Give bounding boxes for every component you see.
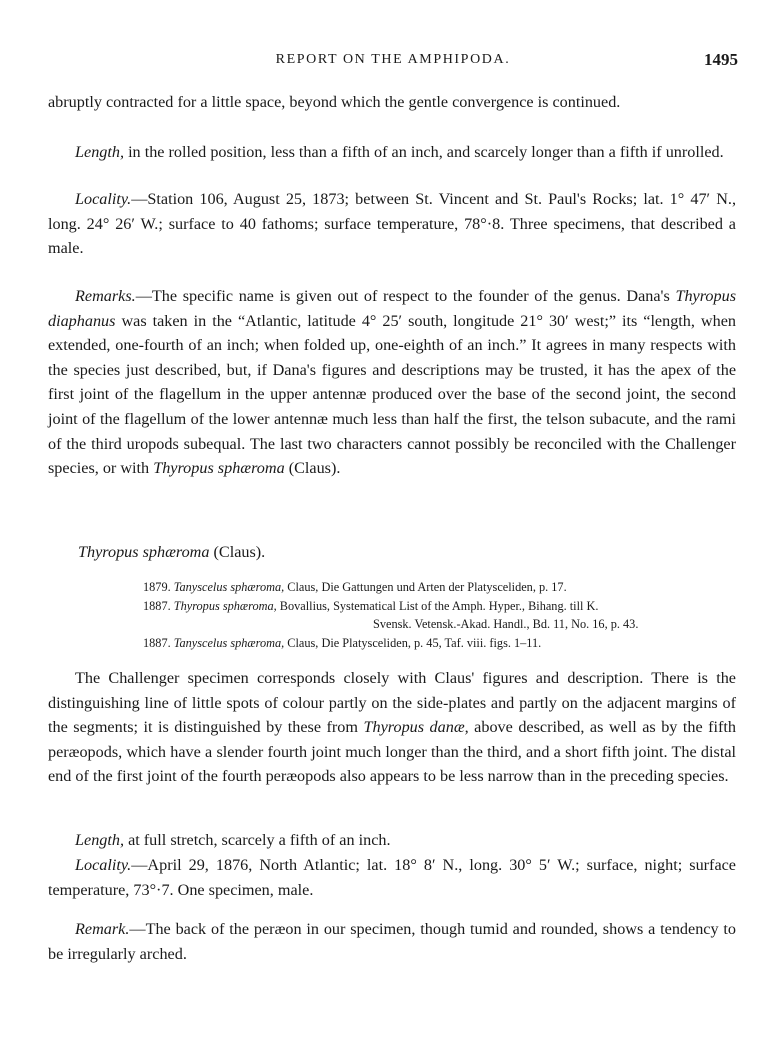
paragraph-locality: [48, 187, 736, 261]
reference-text: Claus, Die Gattungen und Arten der Platysceliden, p. 17.: [284, 580, 567, 594]
reference-taxon: Thyropus sphæroma,: [173, 598, 277, 613]
synonymy-entry: [48, 578, 736, 597]
synonymy-list: [48, 578, 736, 652]
species-heading: [78, 540, 265, 564]
species-heading-author: (Claus).: [209, 543, 266, 561]
paragraph-text: at full stretch, scarcely a fifth of an inch.: [124, 831, 391, 849]
paragraph-label: Remarks.: [75, 287, 136, 305]
paragraph-remark: [48, 917, 736, 966]
paragraph-locality-2: [48, 853, 736, 902]
paragraph-label: Locality.: [75, 856, 132, 874]
paragraph-length: [48, 140, 736, 165]
paragraph-label: Locality.: [75, 190, 132, 208]
paragraph-remarks: [48, 284, 736, 481]
running-title: REPORT ON THE AMPHIPODA.: [275, 52, 511, 67]
species-heading-name: Thyropus sphæroma: [78, 543, 210, 561]
paragraph-text: The Challenger specimen corresponds closely with Claus' figures and description. There is the distinguishing line of little spots of colour partly on the side-plates and partly on the adjacent margins of the segments; it is distinguished by these from: [48, 669, 736, 737]
running-header: [48, 50, 738, 72]
paragraph-text: above described, as well as by the fifth peræopods, which have a slender fourth joint much longer than the third, and a short fifth joint. The distal end of the first joint of the fourth peræopods also appears to be less narrow than in the preceding species.: [48, 718, 737, 786]
paragraph-label: Remark.: [75, 920, 130, 938]
reference-text: Bovallius, Systematical List of the Amph. Hyper., Bihang. till K.: [276, 598, 599, 613]
synonymy-entry: [48, 597, 736, 634]
reference-taxon: Tanyscelus sphæroma,: [173, 635, 285, 650]
paragraph-text: —The specific name is given out of respect to the founder of the genus. Dana's: [135, 287, 676, 305]
paragraph-text: —April 29, 1876, North Atlantic; lat. 18° 8′ N., long. 30° 5′ W.; surface, night; surface temperature, 73°·7. One specimen, male.: [48, 856, 736, 899]
paragraph-text: abruptly contracted for a little space, beyond which the gentle convergence is continued.: [48, 93, 621, 111]
reference-year: 1879.: [143, 580, 171, 594]
reference-year: 1887.: [143, 635, 171, 650]
page-number: 1495: [704, 50, 738, 69]
synonymy-entry: [48, 634, 736, 653]
reference-taxon: Tanyscelus sphæroma,: [173, 580, 285, 594]
paragraph-text: (Claus).: [284, 459, 341, 478]
paragraph-label: Length,: [75, 143, 125, 161]
species-name: Thyropus danæ,: [363, 718, 469, 737]
paragraph-text: in the rolled position, less than a fifth of an inch, and scarcely longer than a fifth if unrolled.: [124, 143, 724, 161]
paragraph-length-2: [48, 828, 736, 853]
species-name: Thyropus sphæroma: [153, 459, 285, 478]
paragraph-label: Length,: [75, 831, 125, 849]
paragraph-description: [48, 666, 736, 789]
reference-continuation: Svensk. Vetensk.-Akad. Handl., Bd. 11, No. 16, p. 43.: [373, 617, 639, 631]
species-name: Thyropus diaphanus: [48, 287, 736, 330]
reference-year: 1887.: [143, 598, 171, 613]
reference-text: Claus, Die Platysceliden, p. 45, Taf. viii. figs. 1–11.: [284, 635, 542, 650]
paragraph-continuation: [48, 90, 736, 115]
paragraph-text: —The back of the peræon in our specimen, though tumid and rounded, shows a tendency to be irregularly arched.: [48, 920, 736, 963]
paragraph-text: —Station 106, August 25, 1873; between St. Vincent and St. Paul's Rocks; lat. 1° 47′ N., long. 24° 26′ W.; surface to 40 fathoms; surface temperature, 78°·8. Three specimens, that described a male.: [48, 190, 736, 258]
paragraph-text: was taken in the “Atlantic, latitude 4° 25′ south, longitude 21° 30′ west;” its “length, when extended, one-fourth of an inch; when folded up, one-eighth of an inch.” It agrees in many respects with the species just described, but, if Dana's figures and descriptions may be trusted, it has the apex of the first joint of the flagellum in the upper antennæ produced over the base of the second joint, the second joint of the flagellum of the lower antennæ much less than half the first, the telson subacute, and the rami of the third uropods subequal. The last two characters cannot possibly be reconciled with the Challenger species, or with: [48, 311, 736, 478]
